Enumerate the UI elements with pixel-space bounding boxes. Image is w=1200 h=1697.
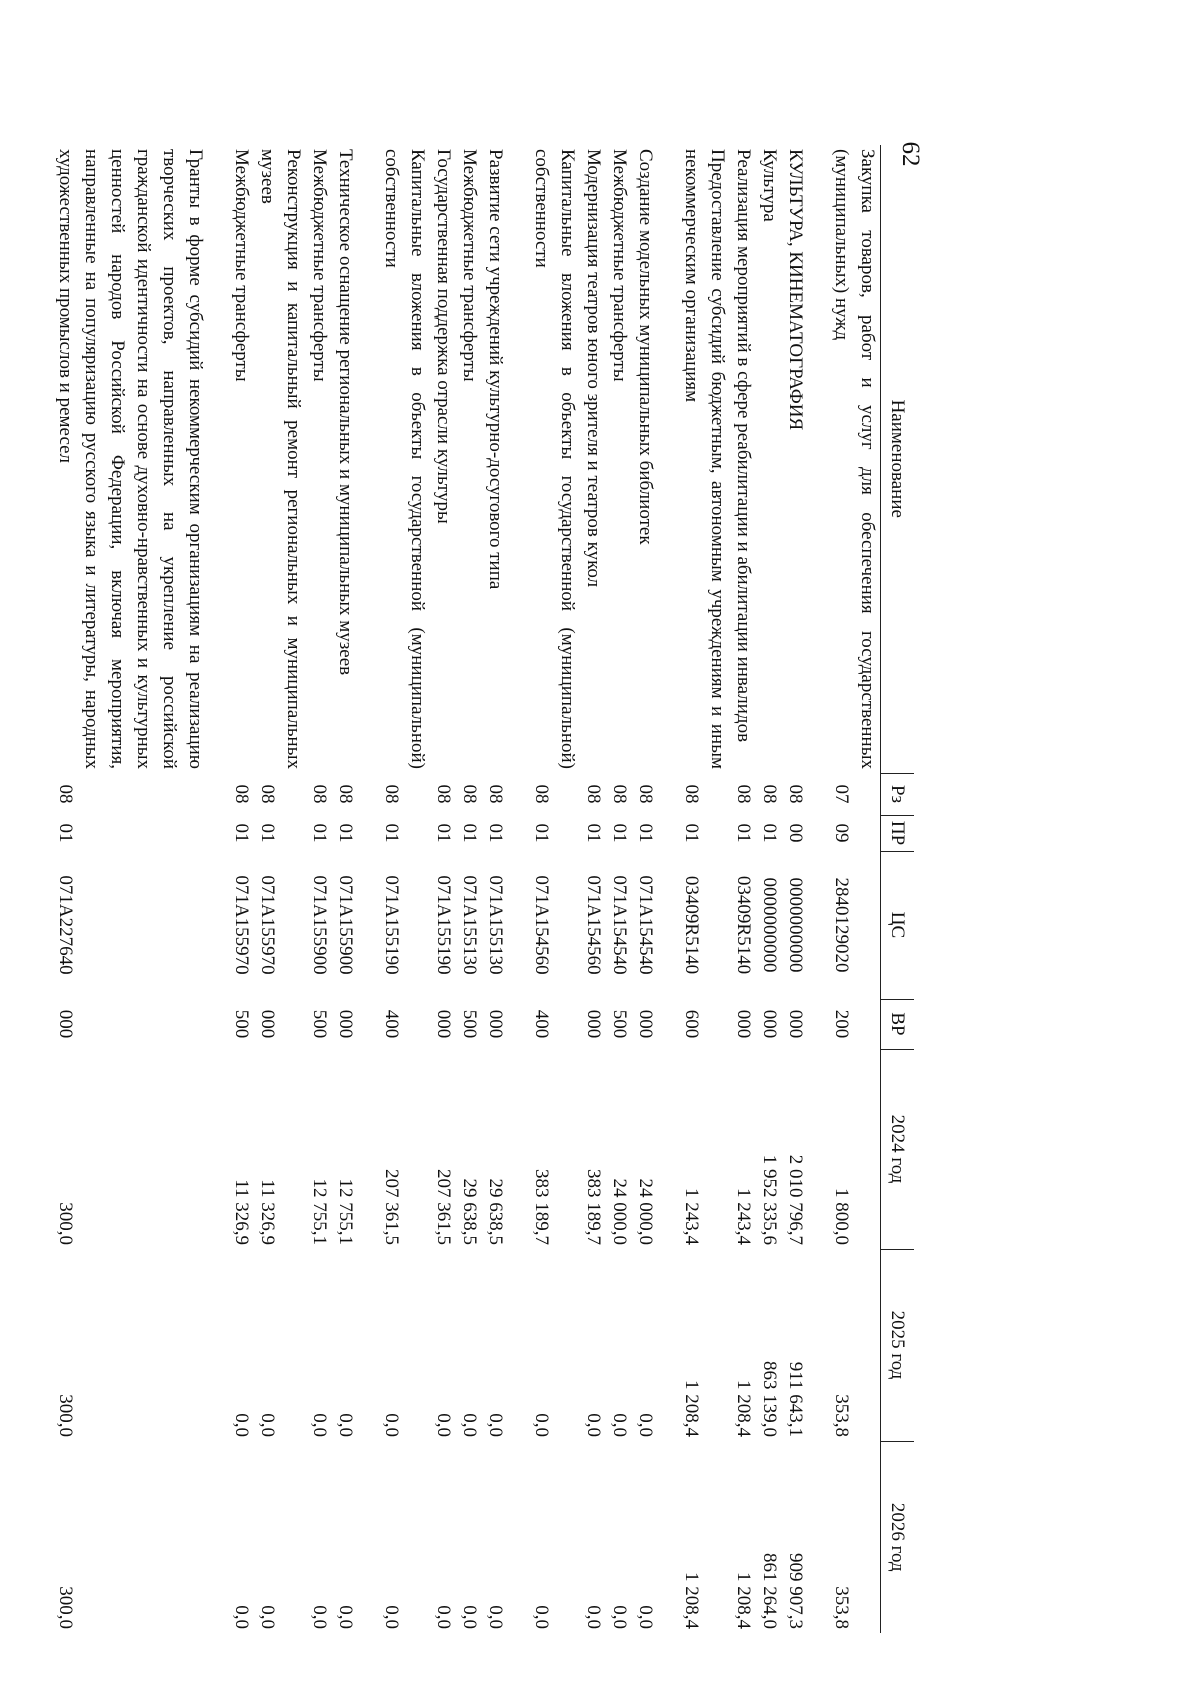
cell-pr: 01 bbox=[733, 823, 754, 843]
cell-name: Межбюджетные трансферты bbox=[459, 149, 480, 382]
cell-name: Межбюджетные трансферты bbox=[231, 149, 252, 382]
cell-pr: 01 bbox=[55, 823, 76, 843]
cell-y2025: 0,0 bbox=[583, 1413, 604, 1437]
col-header-2026: 2026 год bbox=[881, 1441, 915, 1633]
cell-cs: 0000000000 bbox=[759, 877, 780, 973]
cell-y2025: 353,8 bbox=[831, 1394, 852, 1437]
cell-y2024: 29 638,5 bbox=[485, 1178, 506, 1245]
cell-cs: 0000000000 bbox=[785, 877, 806, 973]
cell-rz: 08 bbox=[433, 784, 454, 804]
cell-cs: 071A154560 bbox=[583, 875, 604, 975]
table-row bbox=[632, 145, 658, 1633]
table-row bbox=[606, 145, 632, 1633]
cell-y2024: 11 326,9 bbox=[231, 1179, 252, 1245]
col-header-name: Наименование bbox=[881, 145, 915, 773]
cell-vr: 500 bbox=[309, 1009, 330, 1039]
cell-vr: 400 bbox=[531, 1009, 552, 1039]
cell-pr: 00 bbox=[785, 823, 806, 843]
cell-y2025: 0,0 bbox=[609, 1413, 630, 1437]
cell-name: Развитие сети учреждений культурно-досугового типа bbox=[485, 149, 506, 590]
cell-cs: 03409R5140 bbox=[681, 875, 702, 975]
cell-pr: 09 bbox=[831, 823, 852, 843]
spacer-cell bbox=[508, 145, 528, 1633]
cell-pr: 01 bbox=[635, 823, 656, 843]
cell-y2024: 29 638,5 bbox=[459, 1178, 480, 1245]
cell-y2025: 1 208,4 bbox=[733, 1380, 754, 1437]
cell-cs: 071A155130 bbox=[459, 875, 480, 975]
table-row bbox=[332, 145, 358, 1633]
cell-y2025: 1 208,4 bbox=[681, 1380, 702, 1437]
cell-y2026: 0,0 bbox=[609, 1605, 630, 1629]
cell-name: Реализация мероприятий в сфере реабилитации и абилитации инвалидов bbox=[733, 149, 754, 743]
cell-y2025: 0,0 bbox=[335, 1413, 356, 1437]
cell-cs: 071A155190 bbox=[381, 875, 402, 975]
table-row bbox=[730, 145, 756, 1633]
cell-name: Модернизация театров юного зрителя и театров кукол bbox=[583, 149, 604, 588]
cell-cs: 071A154560 bbox=[531, 875, 552, 975]
cell-rz: 08 bbox=[485, 784, 506, 804]
cell-cs: 2840129020 bbox=[831, 877, 852, 973]
cell-y2024: 1 952 335,6 bbox=[759, 1154, 780, 1245]
cell-cs: 071A155970 bbox=[257, 875, 278, 975]
cell-vr: 000 bbox=[485, 1009, 506, 1039]
cell-vr: 500 bbox=[459, 1009, 480, 1039]
cell-y2025: 0,0 bbox=[485, 1413, 506, 1437]
table-row bbox=[528, 145, 580, 1633]
cell-rz: 08 bbox=[759, 784, 780, 804]
cell-y2025: 0,0 bbox=[381, 1413, 402, 1437]
col-header-2025: 2025 год bbox=[881, 1249, 915, 1441]
cell-y2026: 353,8 bbox=[831, 1586, 852, 1629]
table-row bbox=[828, 145, 881, 1633]
cell-cs: 071A227640 bbox=[55, 875, 76, 975]
table-row bbox=[228, 145, 254, 1633]
cell-y2026: 0,0 bbox=[433, 1605, 454, 1629]
col-header-2024: 2024 год bbox=[881, 1049, 915, 1249]
cell-y2026: 0,0 bbox=[381, 1605, 402, 1629]
budget-table bbox=[52, 145, 914, 1633]
row-spacer bbox=[658, 145, 678, 1633]
cell-vr: 600 bbox=[681, 1009, 702, 1039]
cell-name: Техническое оснащение региональных и муниципальных музеев bbox=[335, 149, 356, 676]
cell-y2026: 0,0 bbox=[583, 1605, 604, 1629]
table-row bbox=[254, 145, 306, 1633]
cell-name: Гранты в форме субсидий некоммерческим организациям на реализацию творческих проектов, направленных на укрепление российской гражданской идентичности на основе духовно-нравственных и культурных ценностей народов Российской Федерации, включая мероприятия, направленные на популяризацию русского языка и литературы, народных художественных промыслов и ремесел bbox=[55, 149, 206, 769]
cell-name: Закупка товаров, работ и услуг для обеспечения государственных (муниципальных) нужд bbox=[831, 149, 878, 769]
cell-y2026: 0,0 bbox=[635, 1605, 656, 1629]
cell-pr: 01 bbox=[381, 823, 402, 843]
table-row bbox=[756, 145, 782, 1633]
cell-name: КУЛЬТУРА, КИНЕМАТОГРАФИЯ bbox=[785, 149, 806, 431]
spacer-cell bbox=[658, 145, 678, 1633]
cell-vr: 000 bbox=[55, 1009, 76, 1039]
row-spacer bbox=[808, 145, 828, 1633]
cell-y2025: 0,0 bbox=[635, 1413, 656, 1437]
cell-pr: 01 bbox=[609, 823, 630, 843]
row-spacer bbox=[208, 145, 228, 1633]
cell-y2026: 861 264,0 bbox=[759, 1553, 780, 1629]
cell-rz: 08 bbox=[309, 784, 330, 804]
cell-pr: 01 bbox=[309, 823, 330, 843]
cell-vr: 000 bbox=[257, 1009, 278, 1039]
cell-cs: 071A155130 bbox=[485, 875, 506, 975]
cell-y2025: 863 139,0 bbox=[759, 1361, 780, 1437]
cell-y2025: 0,0 bbox=[257, 1413, 278, 1437]
cell-rz: 08 bbox=[531, 784, 552, 804]
cell-y2024: 2 010 796,7 bbox=[785, 1154, 806, 1245]
spacer-cell bbox=[358, 145, 378, 1633]
spacer-cell bbox=[808, 145, 828, 1633]
cell-y2024: 383 189,7 bbox=[531, 1169, 552, 1245]
cell-rz: 08 bbox=[257, 784, 278, 804]
cell-vr: 500 bbox=[231, 1009, 252, 1039]
cell-cs: 071A155970 bbox=[231, 875, 252, 975]
cell-cs: 071A155900 bbox=[309, 875, 330, 975]
cell-y2026: 0,0 bbox=[257, 1605, 278, 1629]
cell-y2026: 0,0 bbox=[485, 1605, 506, 1629]
table-row bbox=[678, 145, 730, 1633]
col-header-rz: Рз bbox=[881, 773, 915, 815]
cell-cs: 071A155900 bbox=[335, 875, 356, 975]
cell-rz: 08 bbox=[231, 784, 252, 804]
cell-y2026: 0,0 bbox=[531, 1605, 552, 1629]
cell-y2025: 0,0 bbox=[531, 1413, 552, 1437]
cell-y2026: 0,0 bbox=[335, 1605, 356, 1629]
table-row bbox=[482, 145, 508, 1633]
cell-y2024: 1 243,4 bbox=[733, 1188, 754, 1245]
cell-y2026: 909 907,3 bbox=[785, 1553, 806, 1629]
cell-y2026: 0,0 bbox=[231, 1605, 252, 1629]
cell-y2026: 300,0 bbox=[55, 1586, 76, 1629]
cell-cs: 071A155190 bbox=[433, 875, 454, 975]
col-header-vr: ВР bbox=[881, 999, 915, 1049]
page-number: 62 bbox=[897, 141, 924, 167]
cell-cs: 071A154540 bbox=[635, 875, 656, 975]
cell-vr: 000 bbox=[635, 1009, 656, 1039]
cell-pr: 01 bbox=[531, 823, 552, 843]
cell-y2026: 0,0 bbox=[309, 1605, 330, 1629]
row-spacer bbox=[358, 145, 378, 1633]
table-row bbox=[306, 145, 332, 1633]
cell-y2024: 11 326,9 bbox=[257, 1179, 278, 1245]
cell-name: Межбюджетные трансферты bbox=[309, 149, 330, 382]
cell-y2024: 300,0 bbox=[55, 1202, 76, 1245]
cell-pr: 01 bbox=[335, 823, 356, 843]
cell-rz: 08 bbox=[785, 784, 806, 804]
cell-y2024: 24 000,0 bbox=[609, 1178, 630, 1245]
cell-pr: 01 bbox=[583, 823, 604, 843]
cell-rz: 08 bbox=[635, 784, 656, 804]
col-header-cs: ЦС bbox=[881, 851, 915, 999]
cell-name: Капитальные вложения в объекты государственной (муниципальной) собственности bbox=[531, 149, 578, 769]
cell-y2024: 12 755,1 bbox=[335, 1178, 356, 1245]
cell-pr: 01 bbox=[759, 823, 780, 843]
cell-y2024: 24 000,0 bbox=[635, 1178, 656, 1245]
cell-y2024: 207 361,5 bbox=[433, 1169, 454, 1245]
cell-y2025: 911 643,1 bbox=[785, 1361, 806, 1437]
row-spacer bbox=[508, 145, 528, 1633]
cell-vr: 000 bbox=[583, 1009, 604, 1039]
cell-vr: 500 bbox=[609, 1009, 630, 1039]
cell-name: Капитальные вложения в объекты государственной (муниципальной) собственности bbox=[381, 149, 428, 769]
cell-pr: 01 bbox=[257, 823, 278, 843]
table-row bbox=[52, 145, 208, 1633]
cell-y2024: 1 800,0 bbox=[831, 1188, 852, 1245]
cell-rz: 08 bbox=[733, 784, 754, 804]
table-row bbox=[580, 145, 606, 1633]
table-header bbox=[881, 145, 915, 1633]
cell-rz: 07 bbox=[831, 784, 852, 804]
cell-rz: 08 bbox=[583, 784, 604, 804]
cell-rz: 08 bbox=[335, 784, 356, 804]
table-row bbox=[430, 145, 456, 1633]
cell-pr: 01 bbox=[681, 823, 702, 843]
cell-y2024: 383 189,7 bbox=[583, 1169, 604, 1245]
cell-y2025: 0,0 bbox=[309, 1413, 330, 1437]
cell-rz: 08 bbox=[609, 784, 630, 804]
table-row bbox=[378, 145, 430, 1633]
cell-rz: 08 bbox=[459, 784, 480, 804]
cell-vr: 400 bbox=[381, 1009, 402, 1039]
cell-pr: 01 bbox=[231, 823, 252, 843]
cell-rz: 08 bbox=[381, 784, 402, 804]
rotated-page bbox=[55, 145, 914, 1645]
col-header-pr: ПР bbox=[881, 815, 915, 851]
table-row bbox=[456, 145, 482, 1633]
cell-vr: 000 bbox=[433, 1009, 454, 1039]
cell-y2026: 1 208,4 bbox=[733, 1572, 754, 1629]
cell-vr: 200 bbox=[831, 1009, 852, 1039]
cell-rz: 08 bbox=[681, 784, 702, 804]
cell-y2025: 0,0 bbox=[459, 1413, 480, 1437]
cell-vr: 000 bbox=[785, 1009, 806, 1039]
cell-rz: 08 bbox=[55, 784, 76, 804]
cell-y2026: 0,0 bbox=[459, 1605, 480, 1629]
cell-y2026: 1 208,4 bbox=[681, 1572, 702, 1629]
cell-vr: 000 bbox=[335, 1009, 356, 1039]
cell-name: Предоставление субсидий бюджетным, автономным учреждениям и иным некоммерческим организациям bbox=[681, 149, 728, 769]
spacer-cell bbox=[208, 145, 228, 1633]
cell-pr: 01 bbox=[459, 823, 480, 843]
cell-y2025: 0,0 bbox=[433, 1413, 454, 1437]
cell-y2024: 1 243,4 bbox=[681, 1188, 702, 1245]
cell-y2025: 0,0 bbox=[231, 1413, 252, 1437]
cell-name: Культура bbox=[759, 149, 780, 222]
table-row bbox=[782, 145, 808, 1633]
cell-cs: 03409R5140 bbox=[733, 875, 754, 975]
cell-name: Реконструкция и капитальный ремонт региональных и муниципальных музеев bbox=[257, 149, 304, 769]
cell-pr: 01 bbox=[485, 823, 506, 843]
cell-name: Межбюджетные трансферты bbox=[609, 149, 630, 382]
cell-name: Создание модельных муниципальных библиотек bbox=[635, 149, 656, 545]
cell-y2025: 300,0 bbox=[55, 1394, 76, 1437]
cell-y2024: 12 755,1 bbox=[309, 1178, 330, 1245]
cell-vr: 000 bbox=[733, 1009, 754, 1039]
cell-name: Государственная поддержка отрасли культуры bbox=[433, 149, 454, 524]
cell-vr: 000 bbox=[759, 1009, 780, 1039]
cell-cs: 071A154540 bbox=[609, 875, 630, 975]
table-body bbox=[52, 145, 881, 1633]
cell-pr: 01 bbox=[433, 823, 454, 843]
cell-y2024: 207 361,5 bbox=[381, 1169, 402, 1245]
